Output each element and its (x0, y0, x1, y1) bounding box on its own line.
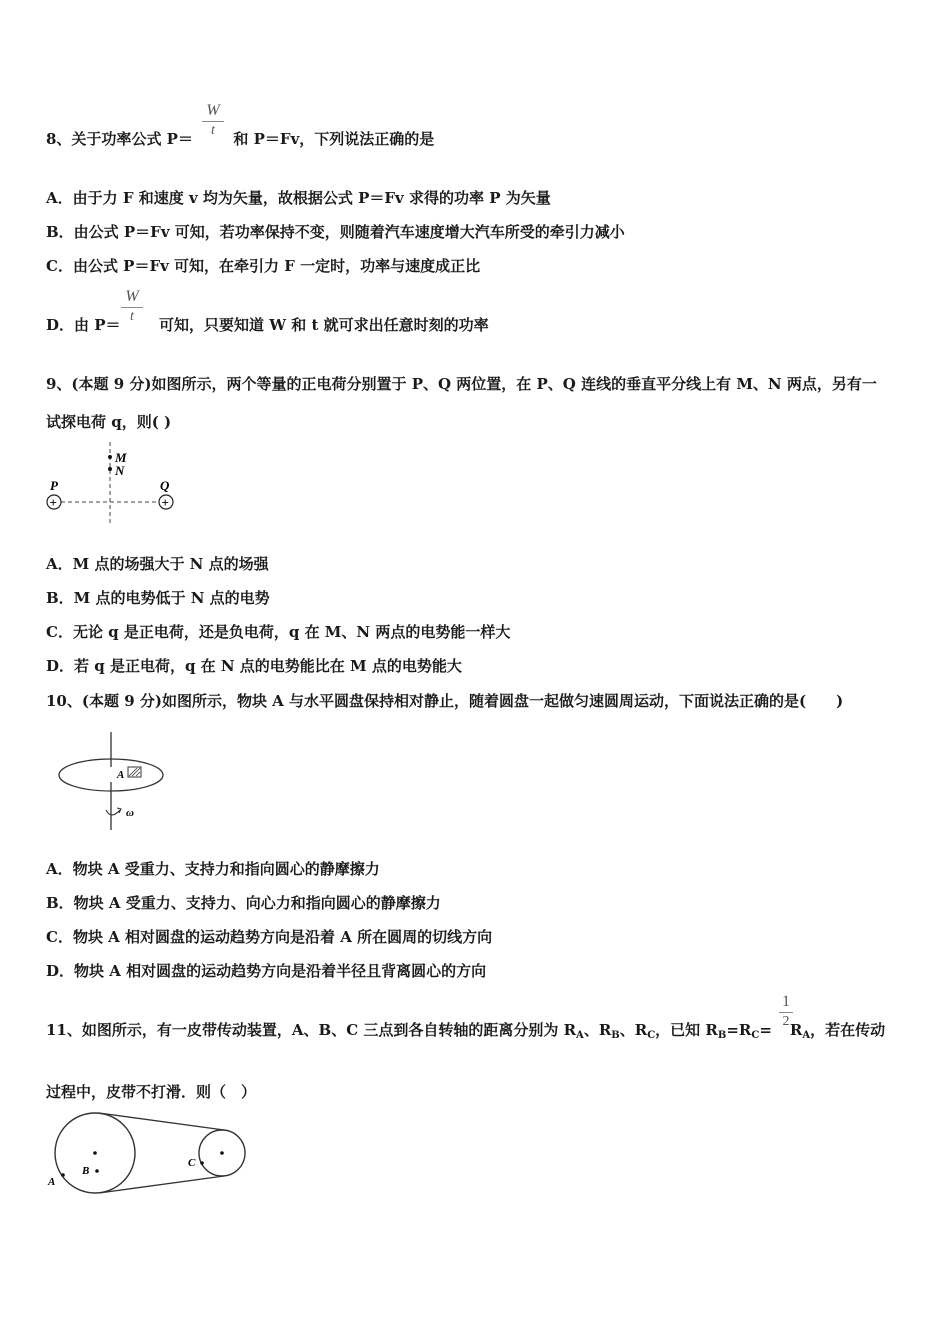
q8-option-b: B．由公式 P＝Fv 可知，若功率保持不变，则随着汽车速度增大汽车所受的牵引力减小 (46, 223, 625, 241)
q9-option-a: A．M 点的场强大于 N 点的场强 (46, 555, 269, 573)
q8-option-d-part-b: 可知，只要知道 W 和 t 就可求出任意时刻的功率 (158, 316, 489, 334)
q9-option-c: C．无论 q 是正电荷，还是负电荷，q 在 M、N 两点的电势能一样大 (46, 623, 511, 641)
q11-eq1: =R (726, 1021, 752, 1039)
q8-option-d-denominator: t (130, 309, 134, 324)
label-b: B (82, 1165, 90, 1177)
q8-option-d-numerator: W (125, 288, 139, 305)
q11-fraction (779, 993, 793, 1030)
q11-belt-figure (44, 1108, 254, 1198)
q8-fraction-numerator: W (206, 102, 220, 119)
q9-stem-line1: 9、(本题 9 分)如图所示，两个等量的正电荷分别置于 P、Q 两位置，在 P、Q 连线的垂直平分线上有 M、N 两点，另有一 (46, 375, 877, 393)
q8-option-d-part-a: D．由 P＝ (46, 316, 121, 334)
label-n: N (115, 463, 125, 478)
q8-stem-part-b: 和 P＝Fv，下列说法正确的是 (233, 130, 435, 148)
label-omega: ω (126, 807, 134, 819)
q11-fraction-numerator: 1 (782, 993, 790, 1010)
rotation-arrow-icon (106, 810, 120, 815)
label-a: A (48, 1176, 56, 1188)
label-m: M (115, 450, 127, 465)
label-p: P (50, 478, 58, 493)
q8-formula-fraction (202, 102, 224, 139)
label-q: Q (160, 478, 170, 493)
label-c: C (188, 1157, 196, 1169)
large-pulley-center (93, 1151, 97, 1155)
q8-stem (46, 128, 434, 149)
q8-option-d-fraction (121, 288, 143, 325)
belt-top (99, 1113, 224, 1130)
point-c-dot (200, 1161, 204, 1165)
q8-option-a: A．由于力 F 和速度 v 均为矢量，故根据公式 P＝Fv 求得的功率 P 为矢量 (46, 189, 551, 207)
point-a-dot (61, 1173, 65, 1177)
q8-option-d (46, 314, 489, 335)
small-pulley-center (220, 1151, 224, 1155)
point-n-dot (108, 467, 112, 471)
q11-stem-part-a: 11、如图所示，有一皮带传动装置，A、B、C 三点到各自转轴的距离分别为 R (46, 1021, 577, 1039)
q11-sub-b: B (611, 1030, 620, 1041)
q10-option-a: A．物块 A 受重力、支持力和指向圆心的静摩擦力 (46, 860, 380, 878)
q11-sep1: 、R (583, 1021, 612, 1039)
q9-stem-line2: 试探电荷 q，则( ) (46, 413, 172, 431)
q11-stem-line2: 过程中，皮带不打滑．则（ ） (46, 1083, 257, 1101)
q8-stem-part-a: 8、关于功率公式 P＝ (46, 130, 193, 148)
label-block-a: A (117, 769, 125, 781)
q10-option-c: C．物块 A 相对圆盘的运动趋势方向是沿着 A 所在圆周的切线方向 (46, 928, 493, 946)
charge-q-plus: + (161, 495, 169, 510)
point-m-dot (108, 455, 112, 459)
q11-sub-c2: C (751, 1030, 760, 1041)
q11-stem-part-c: R (789, 1021, 803, 1039)
q10-stem: 10、(本题 9 分)如图所示，物块 A 与水平圆盘保持相对静止，随着圆盘一起做匀速圆周运动，下面说法正确的是( ) (46, 692, 844, 710)
q9-charge-figure (40, 440, 190, 530)
q11-eq2: = (759, 1021, 772, 1039)
q11-stem-line1 (46, 1019, 885, 1041)
q10-option-d: D．物块 A 相对圆盘的运动趋势方向是沿着半径且背离圆心的方向 (46, 962, 487, 980)
q11-sub-c: C (647, 1030, 656, 1041)
charge-p-plus: + (49, 495, 57, 510)
q11-stem-part-d: ，若在传动 (810, 1021, 886, 1039)
belt-bottom (99, 1176, 224, 1193)
q11-stem-part-b: ，已知 R (655, 1021, 718, 1039)
q11-sub-b2: B (717, 1030, 727, 1041)
q8-fraction-denominator: t (211, 123, 215, 138)
q9-option-b: B．M 点的电势低于 N 点的电势 (46, 589, 270, 607)
q10-option-b: B．物块 A 受重力、支持力、向心力和指向圆心的静摩擦力 (46, 894, 441, 912)
q11-sub-a2: A (802, 1030, 811, 1041)
q10-disk-figure (50, 730, 170, 835)
q11-fraction-denominator: 2 (782, 1014, 790, 1029)
q11-sub-a: A (576, 1030, 584, 1041)
q8-option-c: C．由公式 P＝Fv 可知，在牵引力 F 一定时，功率与速度成正比 (46, 257, 481, 275)
point-b-dot (95, 1169, 99, 1173)
q11-sep2: 、R (619, 1021, 648, 1039)
q9-option-d: D．若 q 是正电荷，q 在 N 点的电势能比在 M 点的电势能大 (46, 657, 462, 675)
